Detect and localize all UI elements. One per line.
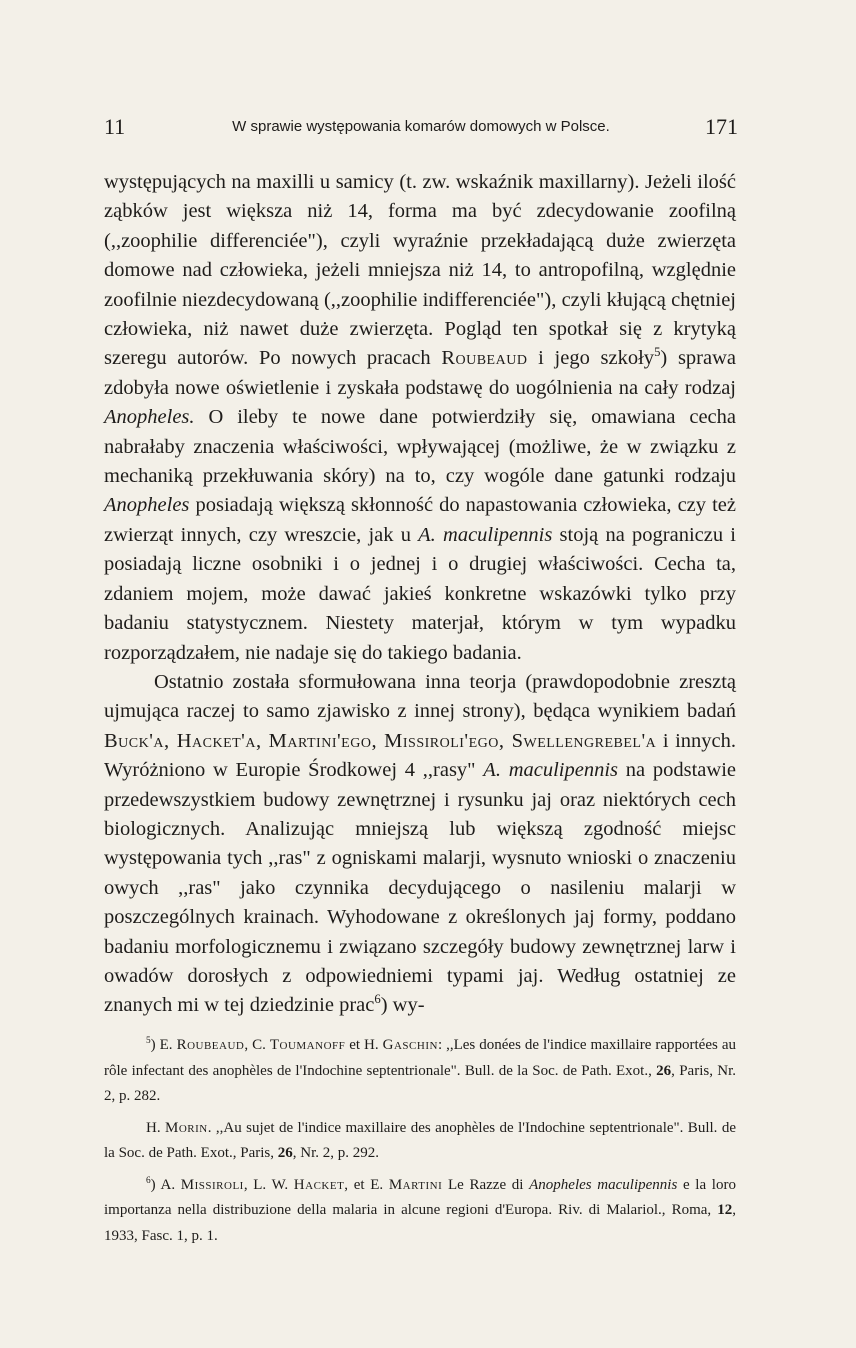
author-name: Gaschin [382,1037,438,1053]
text-run: , C. [244,1037,270,1053]
text-run: Le Razze di [442,1176,530,1193]
text-run: , et E. [344,1176,389,1193]
author-name: Roubeaud [441,347,528,370]
running-title: W sprawie występowania komarów domowych w Polsce. [232,118,610,135]
text-run: stoją na pograniczu i posiadają liczne osobniki i o jednej i o drugiej właściwości. Cecha ta, zdaniem mojem, może dawać jakieś konkretne wskazówki tylko przy badaniu statystycznem. Niestety materjał, którym w tym wypadku rozporządzałem, nie nadaje się do takiego badania. [104,523,736,664]
italic-text: A. maculipennis [418,523,553,546]
footnote-ref: 5 [654,345,661,360]
author-name: Buck'a, Hacket'a, Martini'ego, Missiroli'ego, Swellengrebel'a [104,729,657,752]
text-run: i innych. Wyróżniono w Europie Środkowej 4 ,,rasy" [104,729,736,782]
text-run: Ostatnio została sformułowana inna teorja (prawdopodobnie zresztą ujmująca raczej to samo zjawisko z innej strony), będąca wynikiem badań [104,670,736,723]
text-run: i jego szkoły [527,347,655,370]
text-run: ) sprawa zdobyła nowe oświetlenie i zyskała podstawę do uogólnienia na cały rodzaj [104,347,736,399]
text-run: , 1933, Fasc. 1, p. 1. [104,1202,736,1244]
page-header [104,114,738,148]
paragraph [104,668,736,1021]
footnote [104,1033,736,1110]
text-run: : ,,Les donées de l'indice maxillaire rapportées au rôle infectant des anophèles de l'Indochine septentrionale". Bull. de la Soc. de Path. Exot., [104,1037,736,1079]
footnote [104,1173,736,1250]
footnote-ref: 5 [146,1035,151,1046]
italic-text: Anopheles. [104,406,195,429]
text-run: ) A. [150,1176,181,1193]
italic-text: Anopheles maculipennis [529,1176,678,1193]
footnote [104,1116,736,1167]
footnote-ref: 6 [146,1175,151,1186]
author-name: Roubeaud [176,1037,245,1053]
footnotes [104,1033,736,1255]
author-name: Martini [388,1176,443,1193]
paragraph [104,168,736,668]
text-run: et H. [345,1037,383,1053]
text-run: posiadają większą skłonność do napastowania człowieka, czy też zwierząt innych, czy wreszcie, jak u [104,494,736,546]
author-name: Hacket [293,1176,345,1193]
author-name: Missiroli [180,1176,244,1193]
text-run: na podstawie przedewszystkiem budowy zewnętrznej i rysunku jaj oraz niektórych cech biologicznych. Analizując mniejszą lub większą zgodność miejsc występowania tych ,,ras" z ogniskami malarji, wysnuto wnioski o znaczeniu owych ,,ras" jako czynnika decydującego o nasileniu malarji w poszczególnych krainach. Wyhodowane z określonych jaj formy, poddano badaniu morfologicznemu i związano szczegóły budowy zewnętrznej larw i owadów dorosłych z odpowiedniemi typami jaj. Według ostatniej ze znanych mi w tej dziedzinie prac [104,759,736,1017]
page-number-left: 11 [104,114,126,139]
text-run: ) wy- [380,994,425,1017]
text-run: występujących na maxilli u samicy (t. zw. wskaźnik maxillarny). Jeżeli ilość ząbków jest większa niż 14, forma ma być zdecydowanie zoofilną (,,zoophilie differenciée"), czyli wyraźnie przekładającą duże zwierzęta domowe nad człowieka, jeżeli mniejsza niż 14, to antropofilną, względnie zoofilnie niezdecydowaną (,,zoophilie indifferenciée"), czyli kłującą chętniej człowieka, niż nawet duże zwierzęta. Pogląd ten spotkał się z krytyką szeregu autorów. Po nowych pracach [104,171,736,370]
page-number-right: 171 [705,114,738,139]
italic-text: A. maculipennis [483,759,619,782]
text-run: , Paris, Nr. 2, p. 282. [104,1062,736,1104]
text-run: . ,,Au sujet de l'indice maxillaire des anophèles de l'Indochine septentrionale". Bull. de la Soc. de Path. Exot., Paris, [104,1119,736,1161]
text-run: ) E. [150,1037,177,1053]
footnote-ref: 6 [374,992,381,1007]
text-run: O ileby te nowe dane potwierdziły się, omawiana cecha nabrałaby znaczenia właściwości, wpływającej (możliwe, że w związku z mechaniką przekłuwania skóry) na to, czy wogóle dane gatunki rodzaju [104,406,736,488]
italic-text: Anopheles [104,494,190,517]
text-run: H. [146,1119,166,1136]
author-name: Morin [165,1119,208,1136]
body-text [104,168,736,1021]
author-name: Toumanoff [269,1037,346,1053]
text-run: , Nr. 2, p. 292. [292,1145,379,1161]
volume-number: 26 [277,1145,293,1161]
volume-number: 26 [656,1062,672,1079]
text-run: , L. W. [243,1176,294,1193]
volume-number: 12 [717,1202,733,1218]
text-run: e la loro importanza nella distribuzione della malaria in alcune regioni d'Europa. Riv. di Malariol., Roma, [104,1176,736,1218]
